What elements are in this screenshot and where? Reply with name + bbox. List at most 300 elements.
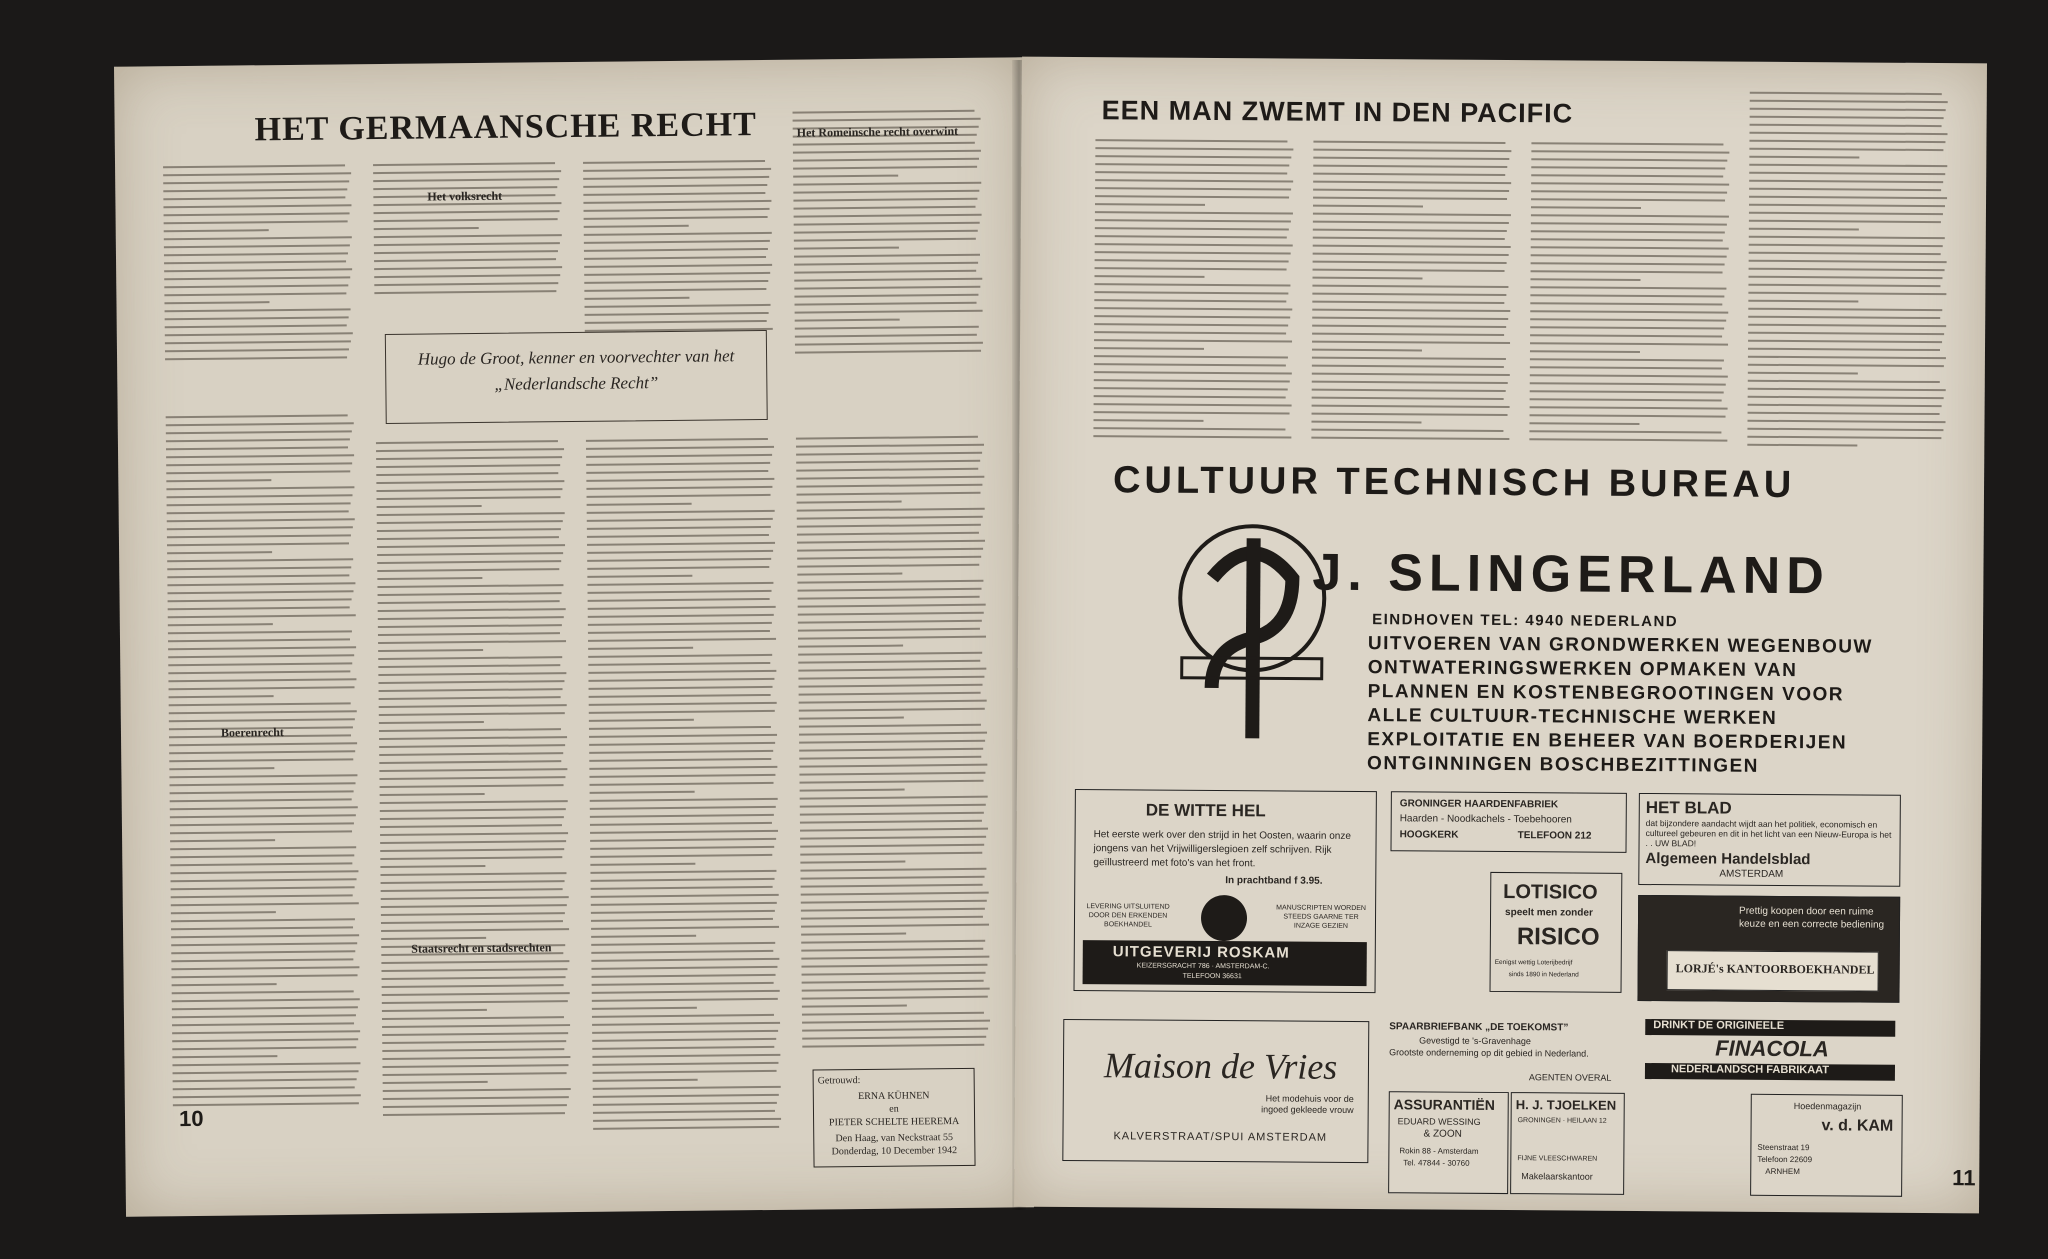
text-line [1313, 157, 1509, 160]
text-line [592, 1022, 780, 1026]
text-line [584, 232, 772, 236]
text-line [376, 472, 558, 476]
text-line [1531, 174, 1723, 177]
cultuur-line-6: ONTGINNINGEN BOSCHBEZITTINGEN [1367, 753, 1760, 777]
text-line [584, 256, 766, 260]
text-line [587, 582, 773, 586]
text-line [1750, 92, 1942, 95]
text-line [169, 774, 357, 778]
text-line [1531, 262, 1725, 265]
text-line [381, 904, 567, 908]
text-line [590, 791, 695, 794]
text-line [376, 488, 562, 492]
text-line [380, 840, 566, 844]
text-line [590, 830, 778, 834]
text-line [583, 192, 765, 196]
text-line [1748, 404, 1942, 407]
text-line [1749, 140, 1945, 143]
lotisico-ad [1490, 872, 1623, 993]
text-line [380, 872, 566, 876]
text-line [584, 297, 689, 300]
text-line [166, 430, 352, 434]
text-line [1531, 182, 1729, 185]
text-line [583, 176, 769, 180]
text-line [1530, 414, 1726, 417]
witte-hel-ad [1074, 789, 1377, 993]
text-line [798, 612, 984, 616]
text-line [383, 1112, 565, 1116]
text-line [1530, 334, 1722, 337]
text-line [167, 510, 349, 514]
finacola-top: DRINKT DE ORIGINEELE [1645, 1019, 1895, 1037]
text-line [382, 1009, 487, 1012]
text-line [1747, 436, 1941, 439]
text-line [590, 863, 695, 866]
text-line [1313, 229, 1507, 232]
text-line [1312, 309, 1510, 312]
text-line [167, 582, 355, 586]
text-line [170, 782, 356, 786]
text-line [163, 164, 345, 168]
text-line [163, 204, 351, 208]
left-newspaper-page [114, 57, 1034, 1216]
text-line [794, 222, 980, 226]
text-line [1530, 366, 1722, 369]
text-line [1312, 285, 1508, 288]
text-line [593, 1110, 775, 1114]
text-line [799, 684, 983, 688]
text-line [374, 210, 560, 214]
text-line [382, 1024, 570, 1028]
text-line [587, 518, 773, 522]
text-line [380, 816, 564, 820]
text-line [173, 1070, 359, 1074]
het-blad-paper: Algemeen Handelsblad [1645, 850, 1811, 869]
text-line [588, 606, 776, 610]
text-line [378, 624, 562, 628]
text-line [585, 312, 769, 316]
groninger-products: Haarden - Noodkachels - Toebehooren [1399, 813, 1572, 826]
text-line [379, 696, 561, 700]
text-line [1749, 164, 1947, 167]
text-line [1749, 268, 1945, 271]
text-line [1312, 365, 1504, 368]
text-line [1312, 325, 1506, 328]
text-line [173, 1078, 357, 1082]
text-line [802, 1044, 984, 1048]
text-line [590, 854, 772, 858]
wedding-place: Den Haag, van Neckstraat 55 [835, 1132, 954, 1145]
text-line [583, 200, 771, 204]
maison-title: Maison de Vries [1103, 1045, 1338, 1087]
text-line [378, 592, 562, 596]
text-line [802, 980, 984, 984]
text-line [382, 1040, 566, 1044]
article-text-col2-bottom [376, 440, 573, 1122]
assurantien-l1: EDUARD WESSING [1397, 1116, 1481, 1127]
lotisico-title: LOTISICO [1503, 881, 1598, 904]
text-line [378, 616, 564, 620]
text-line [1313, 189, 1509, 192]
text-line [165, 348, 349, 352]
text-line [797, 564, 979, 568]
text-line [797, 524, 981, 528]
text-line [168, 606, 350, 610]
text-line [374, 250, 558, 254]
text-line [383, 1104, 567, 1108]
text-line [381, 888, 563, 892]
text-line [164, 301, 269, 304]
text-line [382, 1016, 564, 1020]
text-line [172, 1038, 358, 1042]
text-line [802, 1012, 984, 1016]
text-line [165, 356, 347, 360]
text-line [168, 678, 356, 682]
text-line [379, 736, 567, 740]
text-line [1094, 339, 1292, 342]
text-line [1749, 276, 1943, 279]
text-line [584, 248, 768, 252]
text-line [1749, 196, 1947, 199]
cultuur-line-1: UITVOEREN VAN GRONDWERKEN WEGENBOUW [1367, 633, 1873, 658]
text-line [590, 846, 774, 850]
text-line [592, 998, 778, 1002]
groninger-ad [1390, 791, 1626, 853]
text-line [163, 180, 349, 184]
text-line [801, 908, 985, 912]
text-line [1313, 173, 1505, 176]
text-line [173, 1094, 361, 1098]
text-line [376, 448, 564, 452]
text-line [379, 760, 561, 764]
witte-hel-left-note: LEVERING UITSLUITEND DOOR DEN ERKENDEN BOEKHANDEL [1086, 903, 1170, 929]
text-line [380, 865, 485, 868]
text-line [374, 242, 560, 246]
text-line [1529, 422, 1639, 425]
text-line [1312, 277, 1422, 280]
tjoelken-ad [1510, 1092, 1625, 1195]
text-line [800, 828, 988, 832]
text-line [1747, 428, 1943, 431]
text-line [793, 150, 981, 154]
text-line [796, 468, 978, 472]
text-line [171, 878, 357, 882]
hoed-name: v. d. KAM [1821, 1117, 1894, 1135]
pacific-text-col2 [1311, 141, 1513, 446]
text-line [165, 316, 349, 320]
lotisico-small1: Eenigst wettig Loterijbedrijf [1494, 958, 1573, 967]
text-line [377, 520, 563, 524]
text-line [382, 1048, 564, 1052]
text-line [794, 214, 982, 218]
text-line [796, 452, 982, 456]
text-line [378, 656, 562, 660]
text-line [1748, 388, 1946, 391]
text-line [1530, 406, 1728, 409]
text-line [167, 518, 355, 522]
text-line [795, 326, 979, 330]
subhead-staatsrecht: Staatsrecht en stadsrechten [411, 940, 552, 956]
text-line [797, 580, 983, 584]
wedding-name2: PIETER SCHELTE HEEREMA [828, 1115, 960, 1129]
text-line [802, 1036, 986, 1040]
text-line [802, 1005, 907, 1008]
cultuur-line-3: PLANNEN EN KOSTENBEGROOTINGEN VOOR [1367, 681, 1845, 706]
text-line [377, 552, 563, 556]
text-line [795, 334, 977, 338]
text-line [589, 758, 771, 762]
text-line [379, 768, 567, 772]
text-line [794, 206, 976, 210]
text-line [802, 996, 988, 1000]
text-line [1312, 293, 1506, 296]
text-line [164, 236, 352, 240]
text-line [1094, 331, 1286, 334]
text-line [374, 282, 558, 286]
text-line [172, 1022, 354, 1026]
text-line [373, 178, 559, 182]
text-line [170, 830, 352, 834]
text-line [1313, 149, 1511, 152]
text-line [800, 820, 982, 824]
text-line [166, 422, 354, 426]
text-line [1094, 355, 1288, 358]
text-line [1095, 187, 1291, 190]
text-line [168, 670, 350, 674]
text-line [798, 588, 982, 592]
text-line [383, 1081, 488, 1084]
text-line [167, 502, 351, 506]
text-line [592, 974, 776, 978]
text-line [591, 942, 775, 946]
text-line [1748, 396, 1944, 399]
text-line [1312, 389, 1506, 392]
text-line [164, 260, 346, 264]
text-line [587, 510, 775, 514]
text-line [381, 928, 569, 932]
text-line [587, 542, 775, 546]
text-line [583, 184, 767, 188]
text-line [1749, 252, 1941, 255]
text-line [1095, 147, 1293, 150]
text-line [591, 894, 779, 898]
text-line [1094, 283, 1290, 286]
text-line [164, 244, 350, 248]
text-line [163, 196, 345, 200]
text-line [381, 912, 565, 916]
text-line [587, 534, 769, 538]
text-line [591, 878, 775, 882]
text-line [1750, 100, 1948, 103]
text-line [170, 806, 358, 810]
text-line [591, 886, 773, 890]
pacific-text-col1 [1093, 139, 1295, 444]
text-line [1749, 212, 1943, 215]
text-line [167, 551, 272, 554]
text-line [1311, 421, 1421, 424]
text-line [586, 462, 770, 466]
text-line [795, 302, 977, 306]
text-line [380, 824, 562, 828]
text-line [379, 776, 565, 780]
het-blad-title: HET BLAD [1645, 798, 1732, 818]
text-line [592, 1030, 778, 1034]
text-line [380, 784, 564, 788]
text-line [1531, 230, 1725, 233]
text-line [170, 854, 354, 858]
text-line [801, 956, 989, 960]
maison-address: KALVERSTRAAT/SPUI AMSTERDAM [1113, 1130, 1328, 1144]
text-line [588, 638, 776, 642]
text-line [592, 1054, 780, 1058]
text-line [587, 526, 771, 530]
text-line [169, 695, 274, 698]
text-line [382, 1000, 568, 1004]
text-line [801, 876, 985, 880]
text-line [380, 793, 485, 796]
text-line [794, 294, 978, 298]
text-line [383, 1088, 571, 1092]
hoed-ad [1750, 1094, 1903, 1197]
text-line [374, 266, 562, 270]
text-line [377, 584, 563, 588]
text-line [1312, 373, 1510, 376]
text-line [382, 992, 570, 996]
text-line [381, 960, 569, 964]
text-line [586, 470, 768, 474]
text-line [1312, 413, 1508, 416]
text-line [380, 848, 564, 852]
text-line [1094, 387, 1288, 390]
text-line [170, 798, 352, 802]
article-text-col3-top [583, 160, 775, 338]
text-line [374, 258, 556, 262]
text-line [591, 958, 779, 962]
text-line [588, 630, 770, 634]
lorje-card [1667, 950, 1879, 991]
text-line [164, 229, 269, 232]
assurantien-l3: Rokin 88 - Amsterdam [1399, 1146, 1479, 1156]
article-text-col3-bottom [586, 438, 783, 1136]
quote-text: Hugo de Groot, kenner en voorvechter van het „Nederlandsche Recht” [417, 346, 735, 394]
text-line [587, 575, 692, 578]
text-line [798, 645, 903, 648]
assurantien-title: ASSURANTIËN [1393, 1096, 1495, 1113]
text-line [793, 158, 979, 162]
text-line [589, 734, 777, 738]
text-line [376, 464, 560, 468]
article-text-col4-top [793, 110, 986, 360]
left-headline: HET GERMAANSCHE RECHT [254, 106, 757, 149]
subhead-boerenrecht: Boerenrecht [220, 725, 284, 740]
text-line [799, 700, 987, 704]
text-line [169, 750, 355, 754]
hoed-l1: Steenstraat 19 [1757, 1142, 1810, 1153]
text-line [588, 670, 776, 674]
text-line [171, 958, 353, 962]
text-line [172, 1006, 358, 1010]
text-line [795, 350, 981, 354]
spaarbrief-l2: Grootste onderneming op dit gebied in Nederland. [1389, 1047, 1589, 1059]
text-line [1312, 341, 1510, 344]
wedding-notice [813, 1068, 976, 1168]
text-line [166, 479, 271, 482]
cultuur-line-4: ALLE CULTUUR-TECHNISCHE WERKEN [1367, 705, 1778, 729]
pacific-text-col4 [1747, 92, 1950, 453]
text-line [166, 414, 348, 418]
text-line [1530, 374, 1728, 377]
text-line [586, 438, 768, 442]
text-line [588, 598, 770, 602]
text-line [1312, 349, 1422, 352]
roskam-address: KEIZERSGRACHT 786 · AMSTERDAM-C. [1136, 962, 1270, 971]
text-line [592, 1038, 776, 1042]
subhead-romeinsche: Het Romeinsche recht overwint [796, 123, 959, 140]
text-line [164, 276, 350, 280]
text-line [168, 654, 354, 658]
text-line [797, 532, 979, 536]
text-line [588, 590, 772, 594]
text-line [1748, 340, 1942, 343]
text-line [801, 916, 983, 920]
text-line [382, 1056, 570, 1060]
text-line [171, 894, 353, 898]
text-line [1531, 158, 1727, 161]
text-line [172, 998, 360, 1002]
text-line [169, 686, 355, 690]
text-line [797, 501, 902, 504]
text-line [798, 676, 984, 680]
text-line [378, 600, 560, 604]
text-line [796, 436, 978, 440]
text-line [167, 494, 353, 498]
text-line [801, 933, 906, 936]
text-line [588, 662, 770, 666]
text-line [379, 712, 565, 716]
text-line [383, 1072, 567, 1076]
text-line [168, 623, 273, 626]
cultuur-line-5: EXPLOITATIE EN BEHEER VAN BOERDERIJEN [1367, 729, 1848, 754]
text-line [168, 614, 356, 618]
text-line [800, 796, 988, 800]
text-line [1095, 267, 1287, 270]
assurantien-l4: Tel. 47844 - 30760 [1403, 1158, 1470, 1168]
text-line [1530, 286, 1726, 289]
text-line [1531, 270, 1723, 273]
spaarbrief-title: SPAARBRIEFBANK „DE TOEKOMST” [1389, 1021, 1569, 1034]
text-line [798, 596, 980, 600]
text-line [593, 1094, 779, 1098]
text-line [589, 702, 777, 706]
text-line [1748, 292, 1946, 295]
text-line [164, 268, 352, 272]
text-line [1313, 141, 1505, 144]
text-line [1312, 397, 1504, 400]
text-line [1312, 357, 1506, 360]
text-line [1748, 284, 1940, 287]
text-line [1093, 419, 1203, 422]
text-line [169, 718, 355, 722]
text-line [584, 272, 770, 276]
text-line [1094, 307, 1292, 310]
text-line [173, 1086, 355, 1090]
text-line [172, 974, 358, 978]
text-line [798, 660, 980, 664]
text-line [793, 190, 979, 194]
text-line [164, 284, 348, 288]
text-line [170, 870, 358, 874]
text-line [795, 319, 900, 322]
